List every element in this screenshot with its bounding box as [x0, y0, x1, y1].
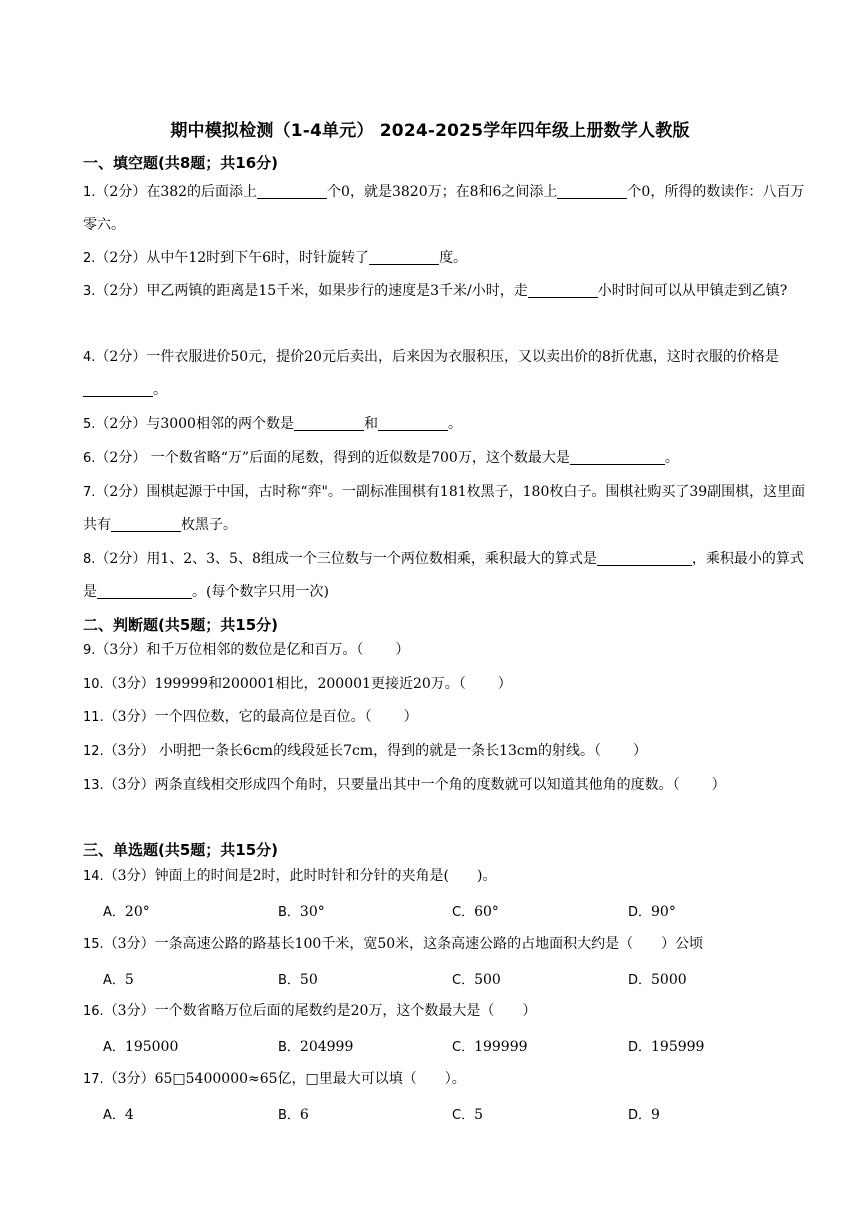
- option-value: 199999: [474, 1039, 528, 1055]
- question-text: 65□5400000≈65亿，□里最大可以填（ ）。: [154, 1071, 466, 1087]
- option-d[interactable]: [628, 901, 676, 920]
- option-value: 195000: [124, 1039, 179, 1055]
- question-7: [83, 476, 808, 542]
- question-text: 一个数省略“万”后面的尾数，得到的近似数是700万，这个数最大是: [146, 450, 570, 466]
- option-value: 90°: [651, 904, 676, 920]
- answer-blank[interactable]: [570, 448, 665, 465]
- question-number: 2.: [83, 251, 96, 266]
- question-4: [83, 341, 808, 407]
- option-b[interactable]: [278, 901, 325, 920]
- option-letter: A．: [103, 1040, 125, 1055]
- option-value: 50: [299, 972, 318, 988]
- question-text: 与3000相邻的两个数是: [146, 416, 294, 432]
- answer-blank[interactable]: [528, 281, 598, 298]
- option-value: 4: [124, 1107, 134, 1123]
- question-score: （3分）: [103, 936, 155, 952]
- question-6: [83, 442, 808, 475]
- question-score: （2分）: [95, 551, 147, 567]
- question-8: [83, 543, 808, 609]
- question-text: 一个四位数，它的最高位是百位。（: [154, 709, 372, 725]
- question-text: 和千万位相邻的数位是亿和百万。（: [146, 642, 364, 658]
- question-text: 个0，所得的数读作：八百万零六。: [83, 184, 805, 233]
- question-text: 一个数省略万位后面的尾数约是20万，这个数最大是（ ）: [154, 1003, 537, 1019]
- option-letter: B．: [278, 973, 300, 988]
- question-17: [83, 1063, 808, 1096]
- question-text: ）: [633, 743, 648, 759]
- option-value: 60°: [474, 904, 499, 920]
- question-1: [83, 176, 808, 242]
- question-score: （2分）: [95, 484, 147, 500]
- option-b[interactable]: [278, 1104, 309, 1123]
- question-text: 。: [664, 450, 679, 466]
- option-a[interactable]: [103, 969, 134, 988]
- question-5: [83, 408, 808, 441]
- option-b[interactable]: [278, 1036, 353, 1055]
- question-number: 5.: [83, 417, 96, 432]
- answer-blank[interactable]: [111, 515, 181, 532]
- option-letter: D．: [628, 973, 652, 988]
- option-value: 500: [474, 972, 501, 988]
- question-text: 枚黑子。: [181, 517, 237, 533]
- option-value: 204999: [299, 1039, 354, 1055]
- options-row: [103, 969, 803, 991]
- option-letter: C．: [452, 1108, 475, 1123]
- question-number: 4.: [83, 350, 96, 365]
- question-text: 小时时间可以从甲镇走到乙镇?: [597, 283, 788, 299]
- option-letter: C．: [452, 905, 475, 920]
- option-d[interactable]: [628, 1036, 704, 1055]
- question-16: [83, 995, 808, 1028]
- question-text: 个0，就是3820万；在8和6之间添上: [327, 184, 558, 200]
- answer-blank[interactable]: [378, 414, 448, 431]
- question-score: （3分）: [103, 777, 155, 793]
- question-score: （3分）: [103, 743, 155, 759]
- question-text: 在382的后面添上: [146, 184, 258, 200]
- option-b[interactable]: [278, 969, 318, 988]
- question-number: 9.: [83, 643, 96, 658]
- option-letter: D．: [628, 1040, 652, 1055]
- answer-blank[interactable]: [369, 248, 439, 265]
- question-score: （3分）: [103, 676, 155, 692]
- question-score: （2分）: [95, 349, 147, 365]
- question-score: （2分）: [95, 184, 147, 200]
- option-value: 195999: [651, 1039, 705, 1055]
- section-heading-choice: 三、单选题(共5题；共15分): [83, 841, 279, 859]
- question-9: [83, 634, 808, 667]
- question-number: 17.: [83, 1072, 104, 1087]
- options-row: [103, 1104, 803, 1126]
- option-d[interactable]: [628, 969, 687, 988]
- option-letter: B．: [278, 1040, 300, 1055]
- question-14: [83, 860, 808, 893]
- question-text: 围棋起源于中国，古时称“弈"。一副标准围棋有181枚黑子，180枚白子。围棋社购买了39副围棋，这里面共有: [83, 484, 806, 533]
- question-13: [83, 769, 808, 802]
- question-text: 用1、2、3、5、8组成一个三位数与一个两位数相乘，乘积最大的算式是: [146, 551, 597, 567]
- question-score: （3分）: [103, 1071, 155, 1087]
- question-score: （2分）: [95, 416, 147, 432]
- option-d[interactable]: [628, 1104, 660, 1123]
- question-text: ）: [711, 777, 726, 793]
- question-score: （2分）: [95, 250, 147, 266]
- question-number: 7.: [83, 485, 96, 500]
- question-number: 12.: [83, 744, 104, 759]
- page-title: 期中模拟检测（1-4单元） 2024-2025学年四年级上册数学人教版: [170, 121, 690, 141]
- question-text: 。(每个数字只用一次): [192, 584, 329, 600]
- option-value: 30°: [299, 904, 325, 920]
- question-text: 小明把一条长6cm的线段延长7cm，得到的就是一条长13cm的射线。（: [154, 743, 602, 759]
- option-a[interactable]: [103, 1036, 178, 1055]
- option-a[interactable]: [103, 1104, 134, 1123]
- question-score: （3分）: [103, 1003, 155, 1019]
- option-letter: A．: [103, 905, 125, 920]
- question-number: 16.: [83, 1004, 104, 1019]
- question-12: [83, 735, 808, 768]
- option-value: 5: [124, 972, 134, 988]
- question-number: 14.: [83, 869, 104, 884]
- question-score: （2分）: [95, 283, 147, 299]
- answer-blank[interactable]: [597, 549, 692, 566]
- option-letter: B．: [278, 905, 300, 920]
- question-text: 两条直线相交形成四个角时，只要量出其中一个角的度数就可以知道其他角的度数。（: [154, 777, 680, 793]
- question-text: 。: [153, 382, 167, 398]
- question-number: 8.: [83, 552, 96, 567]
- option-letter: C．: [452, 1040, 475, 1055]
- question-text: 一条高速公路的路基长100千米，宽50米，这条高速公路的占地面积大约是（ ）公顷: [154, 936, 704, 952]
- question-text: ，乘积最小的算式是: [83, 551, 804, 600]
- question-text: ）: [395, 642, 410, 658]
- option-letter: C．: [452, 973, 475, 988]
- option-letter: D．: [628, 1108, 652, 1123]
- option-c[interactable]: [452, 1104, 483, 1123]
- question-score: （3分）: [95, 642, 147, 658]
- option-c[interactable]: [452, 1036, 528, 1055]
- options-row: [103, 901, 803, 923]
- options-row: [103, 1036, 803, 1058]
- question-text: 199999和200001相比，200001更接近20万。（: [154, 676, 466, 692]
- question-number: 10.: [83, 677, 104, 692]
- question-3: [83, 275, 808, 308]
- question-number: 11.: [83, 710, 104, 725]
- option-letter: B．: [278, 1108, 300, 1123]
- option-letter: D．: [628, 905, 652, 920]
- question-10: [83, 668, 808, 701]
- question-text: 。: [447, 416, 462, 432]
- option-value: 6: [299, 1107, 309, 1123]
- question-2: [83, 242, 808, 275]
- question-number: 1.: [83, 185, 96, 200]
- question-score: （2分）: [95, 450, 147, 466]
- answer-blank[interactable]: [83, 380, 153, 397]
- answer-blank[interactable]: [257, 182, 327, 199]
- question-text: 和: [363, 416, 378, 432]
- option-a[interactable]: [103, 901, 150, 920]
- question-15: [83, 928, 808, 961]
- option-c[interactable]: [452, 969, 501, 988]
- option-c[interactable]: [452, 901, 499, 920]
- question-score: （3分）: [103, 709, 155, 725]
- question-11: [83, 701, 808, 734]
- question-text: ）: [497, 676, 512, 692]
- question-text: ）: [403, 709, 418, 725]
- question-text: 一件衣服进价50元，提价20元后卖出，后来因为衣服积压，又以卖出价的8折优惠，这时衣服的价格是: [146, 349, 779, 365]
- section-heading-fill: 一、填空题(共8题；共16分): [83, 154, 279, 172]
- question-number: 6.: [83, 451, 96, 466]
- question-number: 15.: [83, 937, 104, 952]
- option-value: 20°: [124, 904, 150, 920]
- answer-blank[interactable]: [97, 582, 192, 599]
- question-text: 度。: [439, 250, 468, 266]
- question-number: 3.: [83, 284, 96, 299]
- question-score: （3分）: [103, 868, 155, 884]
- question-text: 从中午12时到下午6时，时针旋转了: [146, 250, 370, 266]
- option-value: 5: [474, 1107, 483, 1123]
- option-letter: A．: [103, 1108, 125, 1123]
- option-letter: A．: [103, 973, 125, 988]
- question-text: 甲乙两镇的距离是15千米，如果步行的速度是3千米/小时，走: [146, 283, 528, 299]
- option-value: 5000: [651, 972, 687, 988]
- question-number: 13.: [83, 778, 104, 793]
- section-heading-judge: 二、判断题(共5题；共15分): [83, 616, 279, 634]
- answer-blank[interactable]: [557, 182, 627, 199]
- question-text: 钟面上的时间是2时，此时时针和分针的夹角是( )。: [154, 868, 497, 884]
- answer-blank[interactable]: [294, 414, 364, 431]
- option-value: 9: [651, 1107, 660, 1123]
